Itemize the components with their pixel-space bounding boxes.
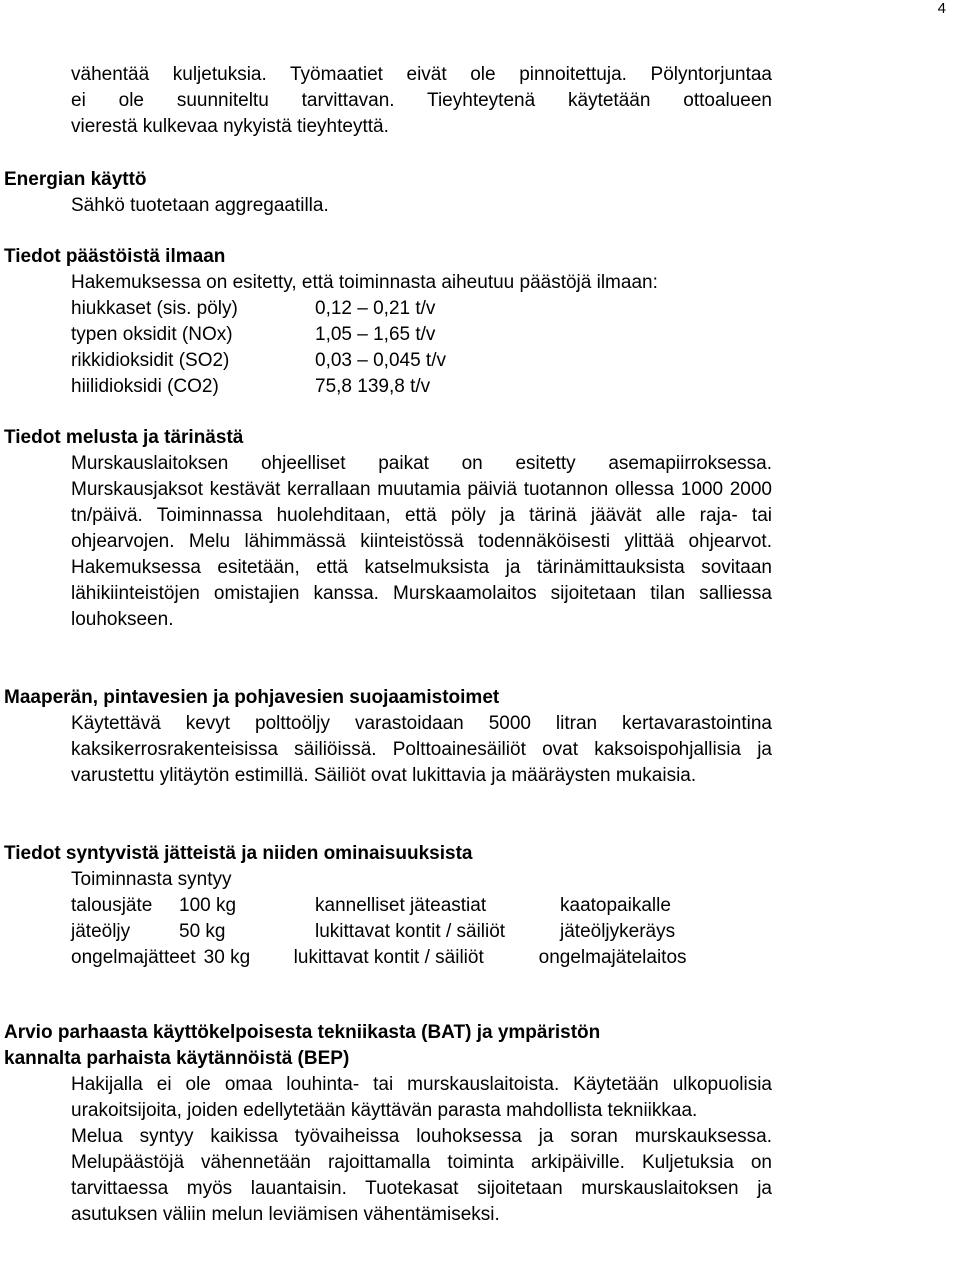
emission-row: [71, 296, 772, 322]
emission-row: [71, 374, 772, 400]
waste-name: ongelmajätteet: [71, 947, 196, 968]
waste-intro: Toiminnasta syntyy: [71, 869, 232, 890]
waste-container: kannelliset jäteastiat: [315, 895, 487, 916]
waste-container: lukittavat kontit / säiliöt: [293, 947, 484, 968]
energy-text: Sähkö tuotetaan aggregaatilla.: [71, 195, 329, 216]
emission-value: 0,12 – 0,21 t/v: [315, 298, 436, 319]
intro-section: [4, 62, 772, 140]
waste-name: talousjäte: [71, 895, 153, 916]
intro-line-2: ei ole suunniteltu tarvittavan. Tieyhteytenä käytetään ottoalueen: [71, 90, 772, 111]
emissions-heading: Tiedot päästöistä ilmaan: [4, 246, 226, 267]
waste-destination: jäteöljykeräys: [560, 921, 676, 942]
waste-heading: Tiedot syntyvistä jätteistä ja niiden ominaisuuksista: [4, 843, 473, 864]
soil-section: [4, 685, 772, 789]
waste-container: lukittavat kontit / säiliöt: [315, 921, 506, 942]
waste-destination: kaatopaikalle: [560, 895, 671, 916]
bat-heading-line-2: kannalta parhaista käytännöistä (BEP): [4, 1048, 350, 1069]
emission-value: 75,8 139,8 t/v: [315, 376, 431, 397]
emission-name: typen oksidit (NOx): [71, 324, 233, 345]
page-number: 4: [937, 0, 946, 17]
intro-line-3: vierestä kulkevaa nykyistä tieyhteyttä.: [71, 116, 389, 137]
emission-value: 0,03 – 0,045 t/v: [315, 350, 446, 371]
bat-paragraph-1: Hakijalla ei ole omaa louhinta- tai murskauslaitoista. Käytetään ulkopuolisia urakoitsijoita, joiden edellytetään käyttävän parasta mahdollista tekniikkaa.: [71, 1074, 772, 1121]
noise-text: Murskauslaitoksen ohjeelliset paikat on esitetty asemapiirroksessa. Murskausjaksot kestävät kerrallaan muutamia päiviä tuotannon ollessa 1000 2000 tn/päivä. Toiminnassa huolehditaan, että pöly ja tärinä jäävät alle raja- tai ohjearvojen. Melu lähimmässä kiinteistössä todennäköisesti ylittää ohjearvot. Hakemuksessa esitetään, että katselmuksista ja tärinämittauksista sovitaan lähikiinteistöjen omistajien kanssa. Murskaamolaitos sijoitetaan tilan salliessa louhokseen.: [71, 453, 772, 630]
soil-text: Käytettävä kevyt polttoöljy varastoidaan 5000 litran kertavarastointina kaksikerrosrakenteisissa säiliöissä. Polttoainesäiliöt ovat kaksoispohjallisia ja varustettu ylitäytön estimillä. Säiliöt ovat lukittavia ja määräysten mukaisia.: [71, 713, 772, 786]
emission-row: [71, 322, 772, 348]
waste-amount: 100 kg: [179, 895, 237, 916]
waste-row: [71, 893, 804, 919]
noise-heading: Tiedot melusta ja tärinästä: [4, 427, 244, 448]
waste-row: [71, 945, 804, 971]
emission-name: hiukkaset (sis. pöly): [71, 298, 238, 319]
soil-heading: Maaperän, pintavesien ja pohjavesien suojaamistoimet: [4, 687, 500, 708]
waste-amount: 30 kg: [203, 947, 251, 968]
bat-section: [4, 1020, 772, 1228]
waste-amount: 50 kg: [179, 921, 226, 942]
emission-value: 1,05 – 1,65 t/v: [315, 324, 436, 345]
emissions-intro: Hakemuksessa on esitetty, että toiminnasta aiheutuu päästöjä ilmaan:: [71, 272, 658, 293]
energy-section: [4, 167, 772, 219]
noise-section: [4, 425, 772, 633]
waste-destination: ongelmajätelaitos: [538, 947, 687, 968]
energy-heading: Energian käyttö: [4, 169, 147, 190]
waste-row: [71, 919, 804, 945]
waste-section: [4, 841, 804, 971]
emission-name: rikkidioksidit (SO2): [71, 350, 230, 371]
bat-paragraph-2: Melua syntyy kaikissa työvaiheissa louhoksessa ja soran murskauksessa. Melupäästöjä vähennetään rajoittamalla toiminta arkipäiville. Kuljetuksia on tarvittaessa myös lauantaisin. Tuotekasat sijoitetaan murskauslaitoksen ja asutuksen väliin melun leviämisen vähentämiseksi.: [71, 1126, 772, 1225]
emission-row: [71, 348, 772, 374]
emission-name: hiilidioksidi (CO2): [71, 376, 219, 397]
bat-heading-line-1: Arvio parhaasta käyttökelpoisesta tekniikasta (BAT) ja ympäristön: [4, 1022, 601, 1043]
emissions-section: [4, 244, 772, 400]
intro-line-1: vähentää kuljetuksia. Työmaatiet eivät ole pinnoitettuja. Pölyntorjuntaa: [71, 64, 772, 85]
waste-name: jäteöljy: [71, 921, 131, 942]
